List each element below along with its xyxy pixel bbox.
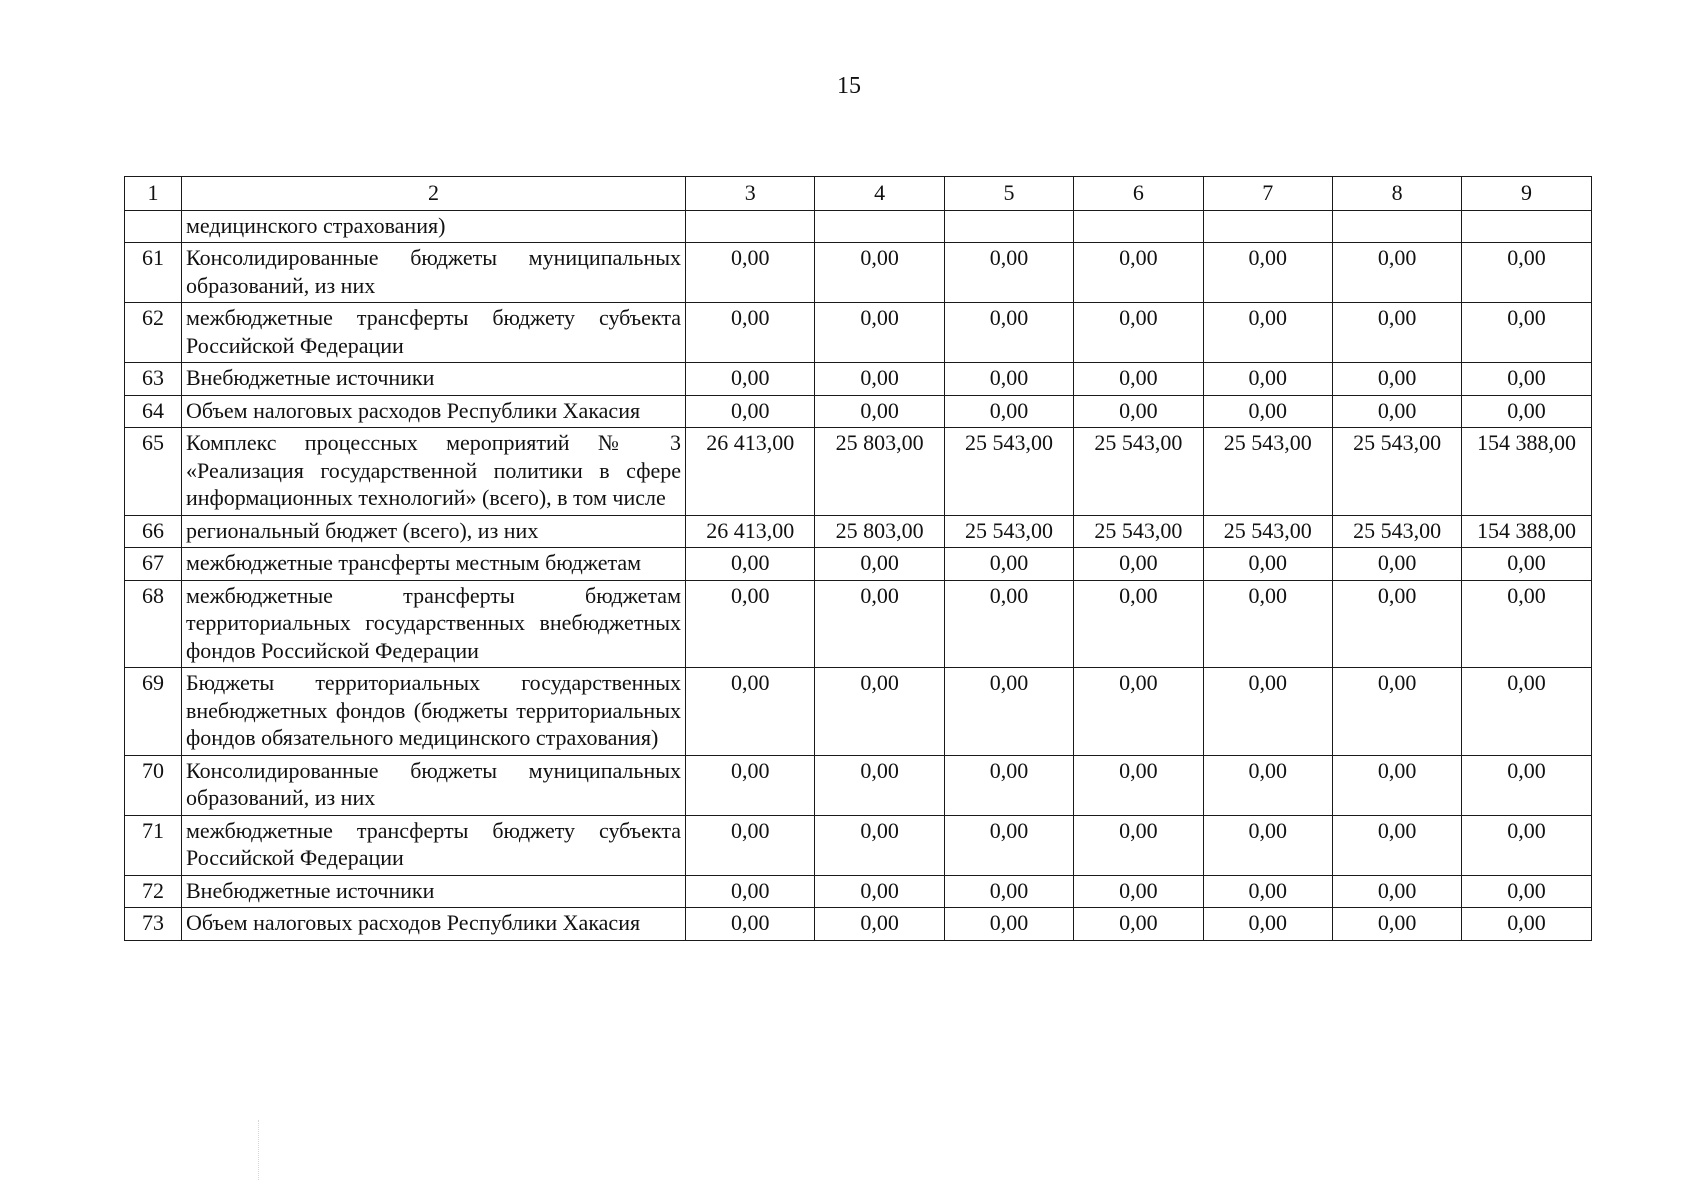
- value-cell-col-3: 0,00: [686, 363, 815, 396]
- value-cell-col-8: 25 543,00: [1332, 428, 1461, 516]
- header-row: [125, 177, 1592, 211]
- table-row: [125, 395, 1592, 428]
- value-cell-col-9: 154 388,00: [1462, 515, 1591, 548]
- value-cell-col-5: [944, 210, 1073, 243]
- value-cell-col-9: 0,00: [1462, 755, 1591, 815]
- value-cell-col-9: 0,00: [1462, 875, 1591, 908]
- value-cell-col-7: 25 543,00: [1203, 428, 1332, 516]
- table-row: [125, 243, 1592, 303]
- value-cell-col-9: 0,00: [1462, 908, 1591, 941]
- value-cell-col-4: [815, 210, 944, 243]
- value-cell-col-4: 0,00: [815, 908, 944, 941]
- row-number: 67: [125, 548, 182, 581]
- value-cell-col-6: 0,00: [1074, 908, 1203, 941]
- value-cell-col-8: [1332, 210, 1461, 243]
- value-cell-col-9: [1462, 210, 1591, 243]
- value-cell-col-8: 0,00: [1332, 243, 1461, 303]
- row-description: межбюджетные трансферты бюджетам территориальных государственных внебюджетных фондов Российской Федерации: [182, 580, 686, 668]
- table-row: [125, 815, 1592, 875]
- value-cell-col-6: 0,00: [1074, 580, 1203, 668]
- row-number: 68: [125, 580, 182, 668]
- table-row: [125, 303, 1592, 363]
- value-cell-col-3: 0,00: [686, 668, 815, 756]
- row-number: [125, 210, 182, 243]
- value-cell-col-3: 26 413,00: [686, 428, 815, 516]
- value-cell-col-4: 0,00: [815, 815, 944, 875]
- value-cell-col-7: 0,00: [1203, 303, 1332, 363]
- value-cell-col-5: 25 543,00: [944, 428, 1073, 516]
- value-cell-col-9: 0,00: [1462, 363, 1591, 396]
- value-cell-col-7: 0,00: [1203, 580, 1332, 668]
- column-header-6: 6: [1074, 177, 1203, 211]
- value-cell-col-5: 0,00: [944, 875, 1073, 908]
- value-cell-col-8: 25 543,00: [1332, 515, 1461, 548]
- value-cell-col-4: 0,00: [815, 875, 944, 908]
- row-number: 71: [125, 815, 182, 875]
- value-cell-col-4: 0,00: [815, 668, 944, 756]
- value-cell-col-4: 0,00: [815, 303, 944, 363]
- value-cell-col-5: 0,00: [944, 815, 1073, 875]
- row-number: 72: [125, 875, 182, 908]
- table-row: [125, 908, 1592, 941]
- value-cell-col-9: 0,00: [1462, 303, 1591, 363]
- value-cell-col-8: 0,00: [1332, 548, 1461, 581]
- value-cell-col-5: 25 543,00: [944, 515, 1073, 548]
- column-header-7: 7: [1203, 177, 1332, 211]
- value-cell-col-4: 0,00: [815, 395, 944, 428]
- value-cell-col-3: 0,00: [686, 875, 815, 908]
- page-mark: [214, 1120, 259, 1180]
- row-description: медицинского страхования): [182, 210, 686, 243]
- value-cell-col-4: 25 803,00: [815, 515, 944, 548]
- value-cell-col-5: 0,00: [944, 303, 1073, 363]
- value-cell-col-3: 0,00: [686, 243, 815, 303]
- value-cell-col-5: 0,00: [944, 668, 1073, 756]
- table-row: [125, 755, 1592, 815]
- row-description: Внебюджетные источники: [182, 363, 686, 396]
- value-cell-col-5: 0,00: [944, 580, 1073, 668]
- row-description: Бюджеты территориальных государственных внебюджетных фондов (бюджеты территориальных фондов обязательного медицинского страхования): [182, 668, 686, 756]
- value-cell-col-4: 0,00: [815, 363, 944, 396]
- value-cell-col-6: 0,00: [1074, 395, 1203, 428]
- value-cell-col-3: 0,00: [686, 755, 815, 815]
- table-row: [125, 428, 1592, 516]
- row-description: Объем налоговых расходов Республики Хакасия: [182, 908, 686, 941]
- value-cell-col-3: 0,00: [686, 548, 815, 581]
- value-cell-col-4: 0,00: [815, 243, 944, 303]
- value-cell-col-5: 0,00: [944, 908, 1073, 941]
- value-cell-col-6: 0,00: [1074, 815, 1203, 875]
- value-cell-col-3: 0,00: [686, 815, 815, 875]
- row-description: межбюджетные трансферты бюджету субъекта Российской Федерации: [182, 815, 686, 875]
- table-row: [125, 580, 1592, 668]
- value-cell-col-7: 0,00: [1203, 908, 1332, 941]
- value-cell-col-7: 0,00: [1203, 875, 1332, 908]
- row-number: 64: [125, 395, 182, 428]
- value-cell-col-9: 0,00: [1462, 815, 1591, 875]
- row-description: региональный бюджет (всего), из них: [182, 515, 686, 548]
- value-cell-col-8: 0,00: [1332, 908, 1461, 941]
- value-cell-col-7: 0,00: [1203, 243, 1332, 303]
- row-description: Объем налоговых расходов Республики Хакасия: [182, 395, 686, 428]
- table-row: [125, 363, 1592, 396]
- row-description: Комплекс процессных мероприятий № 3 «Реализация государственной политики в сфере информационных технологий» (всего), в том числе: [182, 428, 686, 516]
- table-row: [125, 875, 1592, 908]
- value-cell-col-8: 0,00: [1332, 668, 1461, 756]
- value-cell-col-7: 0,00: [1203, 755, 1332, 815]
- row-description: Консолидированные бюджеты муниципальных образований, из них: [182, 755, 686, 815]
- row-number: 69: [125, 668, 182, 756]
- value-cell-col-9: 0,00: [1462, 395, 1591, 428]
- value-cell-col-8: 0,00: [1332, 875, 1461, 908]
- value-cell-col-9: 0,00: [1462, 548, 1591, 581]
- value-cell-col-6: 0,00: [1074, 755, 1203, 815]
- value-cell-col-3: 26 413,00: [686, 515, 815, 548]
- value-cell-col-9: 154 388,00: [1462, 428, 1591, 516]
- value-cell-col-4: 0,00: [815, 755, 944, 815]
- value-cell-col-7: 0,00: [1203, 815, 1332, 875]
- value-cell-col-3: 0,00: [686, 395, 815, 428]
- value-cell-col-5: 0,00: [944, 548, 1073, 581]
- value-cell-col-3: 0,00: [686, 580, 815, 668]
- value-cell-col-6: 25 543,00: [1074, 428, 1203, 516]
- column-header-5: 5: [944, 177, 1073, 211]
- value-cell-col-8: 0,00: [1332, 363, 1461, 396]
- value-cell-col-9: 0,00: [1462, 243, 1591, 303]
- value-cell-col-4: 0,00: [815, 580, 944, 668]
- value-cell-col-9: 0,00: [1462, 580, 1591, 668]
- column-header-1: 1: [125, 177, 182, 211]
- row-number: 61: [125, 243, 182, 303]
- value-cell-col-9: 0,00: [1462, 668, 1591, 756]
- value-cell-col-7: 0,00: [1203, 363, 1332, 396]
- value-cell-col-7: 25 543,00: [1203, 515, 1332, 548]
- row-number: 70: [125, 755, 182, 815]
- value-cell-col-8: 0,00: [1332, 580, 1461, 668]
- value-cell-col-6: 0,00: [1074, 875, 1203, 908]
- column-header-2: 2: [182, 177, 686, 211]
- table-row: [125, 668, 1592, 756]
- page-number: 15: [837, 73, 861, 99]
- value-cell-col-6: 0,00: [1074, 363, 1203, 396]
- value-cell-col-5: 0,00: [944, 243, 1073, 303]
- value-cell-col-7: 0,00: [1203, 548, 1332, 581]
- value-cell-col-3: [686, 210, 815, 243]
- value-cell-col-4: 25 803,00: [815, 428, 944, 516]
- value-cell-col-8: 0,00: [1332, 815, 1461, 875]
- table-header: [125, 177, 1592, 211]
- value-cell-col-6: 0,00: [1074, 243, 1203, 303]
- value-cell-col-7: 0,00: [1203, 668, 1332, 756]
- row-number: 66: [125, 515, 182, 548]
- value-cell-col-6: 25 543,00: [1074, 515, 1203, 548]
- value-cell-col-5: 0,00: [944, 755, 1073, 815]
- row-number: 65: [125, 428, 182, 516]
- row-number: 62: [125, 303, 182, 363]
- row-description: межбюджетные трансферты бюджету субъекта Российской Федерации: [182, 303, 686, 363]
- table-row: [125, 515, 1592, 548]
- value-cell-col-4: 0,00: [815, 548, 944, 581]
- value-cell-col-3: 0,00: [686, 908, 815, 941]
- budget-table: [124, 176, 1592, 941]
- value-cell-col-7: [1203, 210, 1332, 243]
- value-cell-col-5: 0,00: [944, 363, 1073, 396]
- row-description: Консолидированные бюджеты муниципальных образований, из них: [182, 243, 686, 303]
- row-description: межбюджетные трансферты местным бюджетам: [182, 548, 686, 581]
- row-number: 63: [125, 363, 182, 396]
- row-number: 73: [125, 908, 182, 941]
- value-cell-col-8: 0,00: [1332, 395, 1461, 428]
- value-cell-col-8: 0,00: [1332, 303, 1461, 363]
- column-header-4: 4: [815, 177, 944, 211]
- column-header-9: 9: [1462, 177, 1591, 211]
- row-description: Внебюджетные источники: [182, 875, 686, 908]
- value-cell-col-6: 0,00: [1074, 548, 1203, 581]
- column-header-8: 8: [1332, 177, 1461, 211]
- value-cell-col-8: 0,00: [1332, 755, 1461, 815]
- value-cell-col-6: 0,00: [1074, 668, 1203, 756]
- table-body: [125, 210, 1592, 940]
- value-cell-col-5: 0,00: [944, 395, 1073, 428]
- value-cell-col-6: 0,00: [1074, 303, 1203, 363]
- value-cell-col-7: 0,00: [1203, 395, 1332, 428]
- value-cell-col-3: 0,00: [686, 303, 815, 363]
- value-cell-col-6: [1074, 210, 1203, 243]
- table-row: [125, 210, 1592, 243]
- table-row: [125, 548, 1592, 581]
- column-header-3: 3: [686, 177, 815, 211]
